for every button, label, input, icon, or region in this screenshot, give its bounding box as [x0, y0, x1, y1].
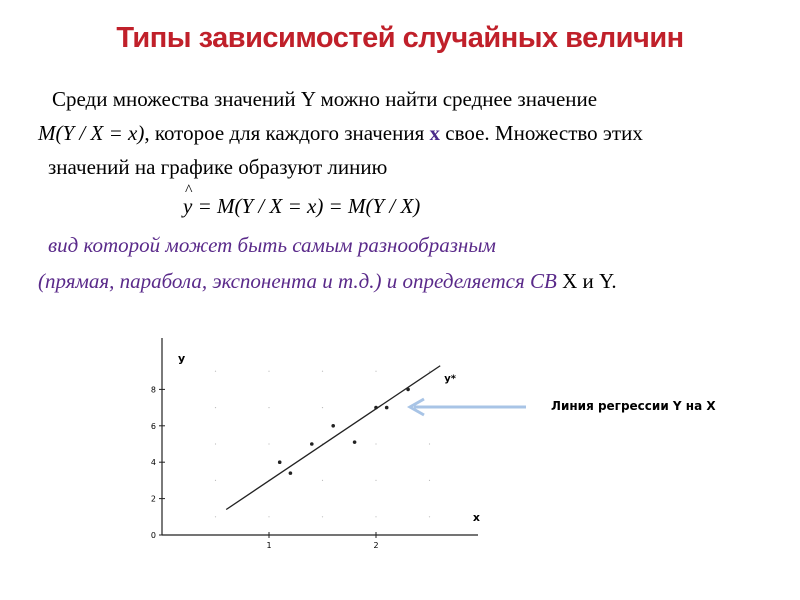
text-segment: , которое для каждого значения — [144, 121, 430, 145]
grid-dot — [268, 371, 269, 372]
y-tick-label: 6 — [150, 421, 156, 431]
grid-dot — [215, 371, 216, 372]
x-tick-label: 2 — [373, 541, 379, 550]
text-segment: (прямая, парабола, экспонента и т.д.) и определяется СВ — [38, 269, 563, 293]
regression-chart — [140, 328, 480, 553]
grid-dot — [322, 480, 323, 481]
grid-dot — [375, 480, 376, 481]
regression-label: Линия регрессии Y на X — [551, 399, 716, 413]
arrow-icon — [400, 392, 530, 422]
y-axis-label: y — [178, 352, 186, 365]
grid-dot — [268, 516, 269, 517]
grid-dot — [429, 371, 430, 372]
y-tick-label: 2 — [150, 494, 156, 504]
grid-dot — [429, 443, 430, 444]
grid-dot — [429, 516, 430, 517]
grid-dot — [375, 371, 376, 372]
grid-dot — [322, 516, 323, 517]
formula-regression — [183, 194, 420, 219]
series-label: y* — [444, 373, 456, 385]
grid-dot — [429, 480, 430, 481]
data-point — [278, 460, 282, 464]
paragraph-line-4: вид которой может быть самым разнообразным — [48, 233, 496, 257]
x-tick-label: 1 — [266, 541, 272, 550]
formula-conditional-mean: M(Y / X = x) — [38, 121, 145, 145]
grid-dot — [215, 480, 216, 481]
grid-dot — [215, 516, 216, 517]
text-segment: X и Y. — [562, 269, 617, 293]
formula-rhs: = M(Y / X = x) = M(Y / X) — [192, 194, 421, 218]
data-point — [310, 442, 314, 446]
data-point — [331, 424, 335, 428]
text-segment: свое. Множество этих — [440, 121, 643, 145]
paragraph-line-3: значений на графике образуют линию — [48, 155, 388, 179]
data-point — [289, 471, 293, 475]
y-hat: ^ y — [183, 194, 192, 219]
grid-dot — [215, 407, 216, 408]
data-point — [406, 388, 410, 392]
paragraph-line-2 — [38, 121, 643, 146]
regression-line — [226, 366, 440, 510]
paragraph-line-1: Среди множества значений Y можно найти среднее значение — [52, 87, 598, 111]
x-axis-label: x — [472, 511, 480, 524]
data-point — [385, 406, 389, 410]
grid-dot — [322, 407, 323, 408]
grid-dot — [215, 443, 216, 444]
grid-dot — [268, 443, 269, 444]
y-tick-label: 0 — [150, 531, 156, 540]
y-tick-label: 4 — [150, 458, 156, 468]
grid-dot — [375, 516, 376, 517]
grid-dot — [375, 443, 376, 444]
grid-dot — [268, 407, 269, 408]
paragraph-line-5 — [38, 269, 617, 294]
data-point — [353, 440, 357, 444]
slide-title: Типы зависимостей случайных величин — [116, 22, 684, 54]
bold-x: x — [429, 121, 440, 145]
y-tick-label: 8 — [150, 385, 156, 395]
grid-dot — [322, 371, 323, 372]
data-point — [374, 406, 378, 410]
